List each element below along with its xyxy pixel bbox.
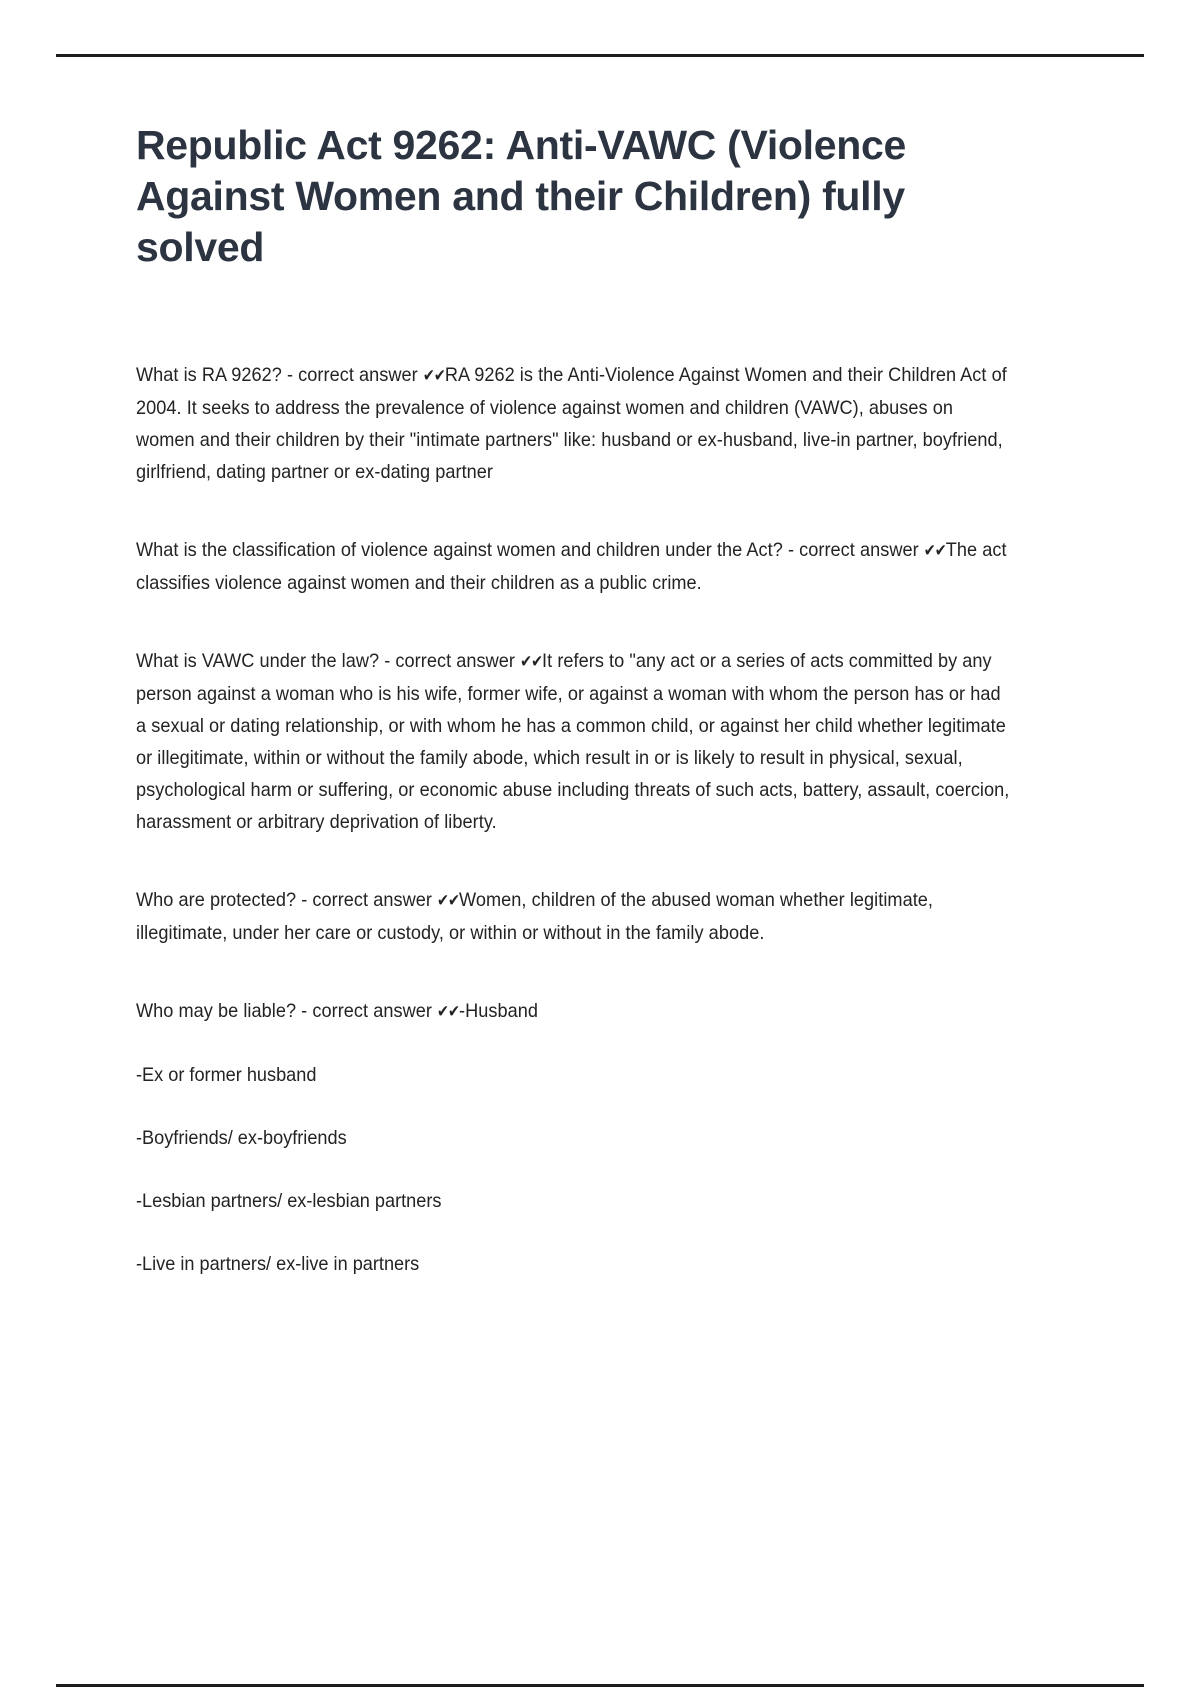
footer-divider [56,1684,1144,1687]
qa-item-4 [136,884,1016,949]
page-title: Republic Act 9262: Anti-VAWC (Violence Against Women and their Children) fully solved [136,122,907,270]
liable-item-4: -Live in partners/ ex-live in partners [136,1253,420,1275]
qa-question-4: Who are protected? - correct answer [136,889,432,911]
qa-item-1 [136,359,1016,488]
qa-answer-3: It refers to "any act or a series of acts committed by any person against a woman who is his wife, former wife, or against a woman with whom the person has or had a sexual or dating relationship, or with whom he has a common child, or against her child whether legitimate or illegitimate, within or without the family abode, which result in or is likely to result in physical, sexual, psychological harm or suffering, or economic abuse including threats of such acts, battery, assault, coercion, harassment or arbitrary deprivation of liberty. [136,650,1010,833]
qa-question-3: What is VAWC under the law? - correct answer [136,650,515,672]
liable-item-2: -Boyfriends/ ex-boyfriends [136,1127,347,1149]
qa-item-3 [136,645,1016,838]
checkmark-icon: ✔✔ [923,541,946,561]
qa-body [136,359,1016,1280]
qa-question-2: What is the classification of violence against women and children under the Act? - correct answer [136,539,919,561]
header-divider [56,54,1144,57]
document-content [136,120,1016,1311]
qa-question-1: What is RA 9262? - correct answer [136,364,418,386]
checkmark-icon: ✔✔ [422,366,445,386]
list-item [136,1059,1016,1091]
list-item [136,1185,1016,1217]
qa-item-5 [136,995,1016,1028]
qa-answer-4: Women, children of the abused woman whether legitimate, illegitimate, under her care or custody, or within or without in the family abode. [136,889,934,944]
qa-item-2 [136,534,1016,599]
liable-item-3: -Lesbian partners/ ex-lesbian partners [136,1190,442,1212]
qa-question-5: Who may be liable? - correct answer [136,1000,432,1022]
qa-answer-2: The act classifies violence against women and their children as a public crime. [136,539,1007,594]
qa-answer-1: RA 9262 is the Anti-Violence Against Women and their Children Act of 2004. It seeks to address the prevalence of violence against women and children (VAWC), abuses on women and their children by their "intimate partners" like: husband or ex-husband, live-in partner, boyfriend, girlfriend, dating partner or ex-dating partner [136,364,1007,483]
liable-item-1: -Ex or former husband [136,1064,317,1086]
list-item [136,1122,1016,1154]
list-item [136,1248,1016,1280]
checkmark-icon: ✔✔ [437,891,460,911]
qa-answer-5: -Husband [459,1000,539,1022]
checkmark-icon: ✔✔ [520,652,543,672]
checkmark-icon: ✔✔ [437,1002,460,1022]
